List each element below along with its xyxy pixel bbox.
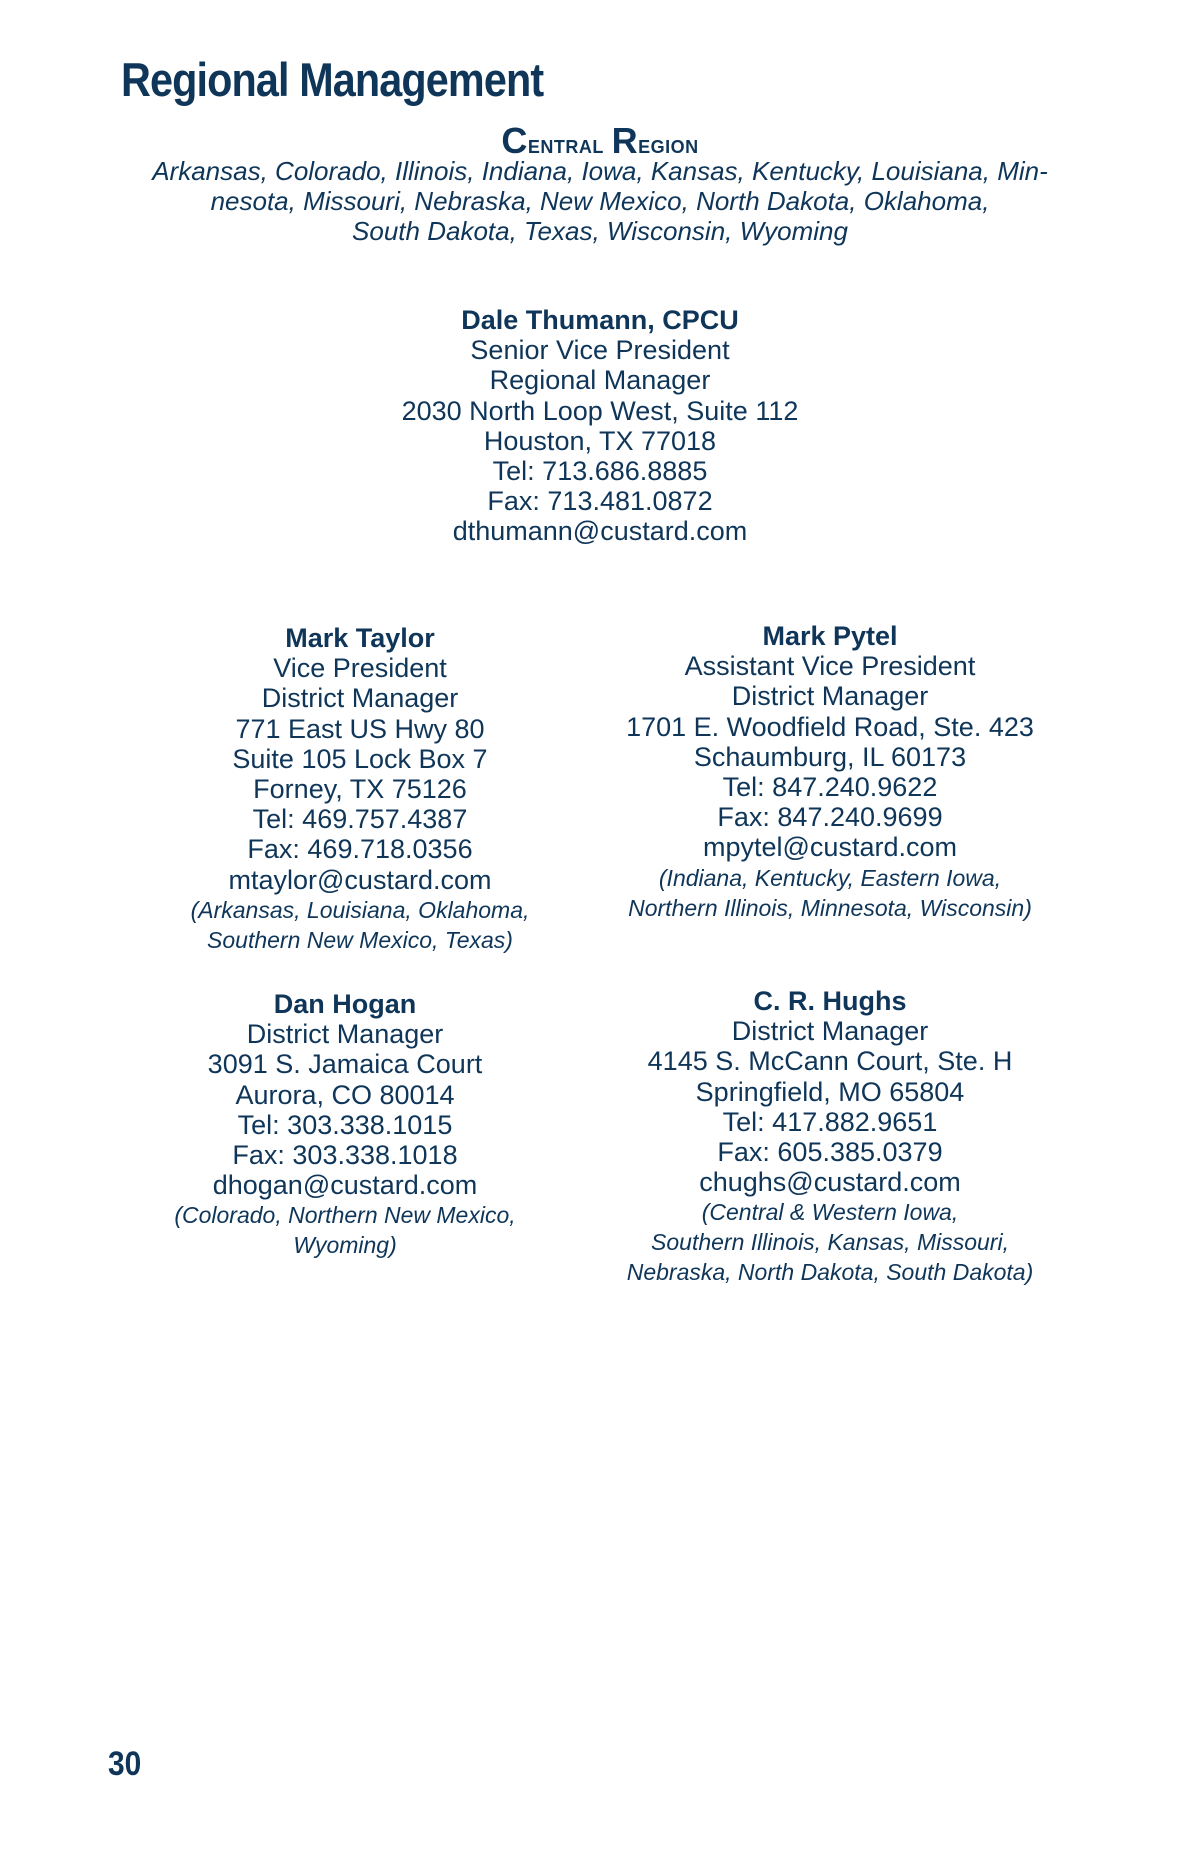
contact-role: District Manager [246,1019,444,1050]
states-line: South Dakota, Texas, Wisconsin, Wyoming [352,216,848,246]
contact-city: Aurora, CO 80014 [235,1079,455,1110]
contact-tel: Tel: 713.686.8885 [492,456,708,487]
contact-name: Dan Hogan [273,989,417,1019]
contact-role: District Manager [261,683,459,714]
contact-fax: Fax: 847.240.9699 [717,802,943,833]
contact-coverage: (Colorado, Northern New Mexico, [174,1202,516,1229]
contact-coverage: Nebraska, North Dakota, South Dakota) [626,1259,1034,1286]
contact-title: Senior Vice President [470,335,730,366]
contact-tel: Tel: 469.757.4387 [252,804,468,835]
contact-fax: Fax: 303.338.1018 [232,1140,458,1171]
contact-email[interactable]: chughs@custard.com [699,1167,961,1198]
contact-tel: Tel: 847.240.9622 [722,772,938,803]
contact-role: District Manager [731,681,929,712]
contact-name: Mark Pytel [762,621,898,651]
contact-card-dale-thumann [330,305,870,547]
contact-tel: Tel: 417.882.9651 [722,1106,938,1137]
contact-coverage: (Indiana, Kentucky, Eastern Iowa, [658,864,1002,891]
contact-address: 1701 E. Woodfield Road, Ste. 423 [626,711,1034,742]
contact-fax: Fax: 713.481.0872 [487,486,713,517]
contact-city: Schaumburg, IL 60173 [693,741,967,772]
region-states [120,156,1080,246]
states-line: nesota, Missouri, Nebraska, New Mexico, North Dakota, Oklahoma, [210,186,990,216]
contact-card-mark-taylor [130,623,590,955]
contact-email[interactable]: mtaylor@custard.com [228,864,492,895]
region-title-initial-2: R [611,120,639,161]
contact-coverage: (Arkansas, Louisiana, Oklahoma, [190,896,530,923]
contact-city: Houston, TX 77018 [483,425,717,456]
page-title: Regional Management [121,53,544,106]
contact-name: Dale Thumann, CPCU [461,305,739,335]
contact-city: Forney, TX 75126 [253,774,467,805]
states-line: Arkansas, Colorado, Illinois, Indiana, Iowa, Kansas, Kentucky, Louisiana, Min- [152,156,1048,186]
contact-coverage: Southern Illinois, Kansas, Missouri, [651,1229,1009,1256]
contact-tel: Tel: 303.338.1015 [237,1109,453,1140]
contact-fax: Fax: 469.718.0356 [247,834,473,865]
contact-address: 2030 North Loop West, Suite 112 [401,395,799,426]
contact-fax: Fax: 605.385.0379 [717,1137,943,1168]
contact-address: 3091 S. Jamaica Court [207,1049,483,1080]
contact-card-mark-pytel [600,621,1060,923]
contact-card-cr-hughs [600,986,1060,1287]
contact-coverage: Southern New Mexico, Texas) [207,926,513,953]
contact-email[interactable]: dthumann@custard.com [452,516,748,547]
contact-email[interactable]: dhogan@custard.com [212,1170,478,1201]
region-title-initial-1: C [501,120,528,161]
region-title-rest-2: egion [638,129,699,159]
contact-address: 771 East US Hwy 80 [235,713,485,744]
contact-role: District Manager [731,1016,929,1047]
contact-name: C. R. Hughs [753,986,907,1016]
contact-coverage: Wyoming) [293,1232,397,1259]
region-title-rest-1: entral [527,129,604,159]
contact-address: 4145 S. McCann Court, Ste. H [647,1046,1013,1077]
contact-coverage: Northern Illinois, Minnesota, Wisconsin) [628,894,1032,921]
page-number: 30 [108,1745,142,1783]
contact-city: Springfield, MO 65804 [695,1076,965,1107]
contact-title: Assistant Vice President [684,651,976,682]
contact-coverage: (Central & Western Iowa, [701,1199,959,1226]
contact-title: Vice President [273,653,447,684]
contact-name: Mark Taylor [285,623,435,653]
contact-address-2: Suite 105 Lock Box 7 [232,743,488,774]
contact-role: Regional Manager [489,365,711,396]
contact-email[interactable]: mpytel@custard.com [703,832,957,863]
contact-card-dan-hogan [130,989,560,1260]
